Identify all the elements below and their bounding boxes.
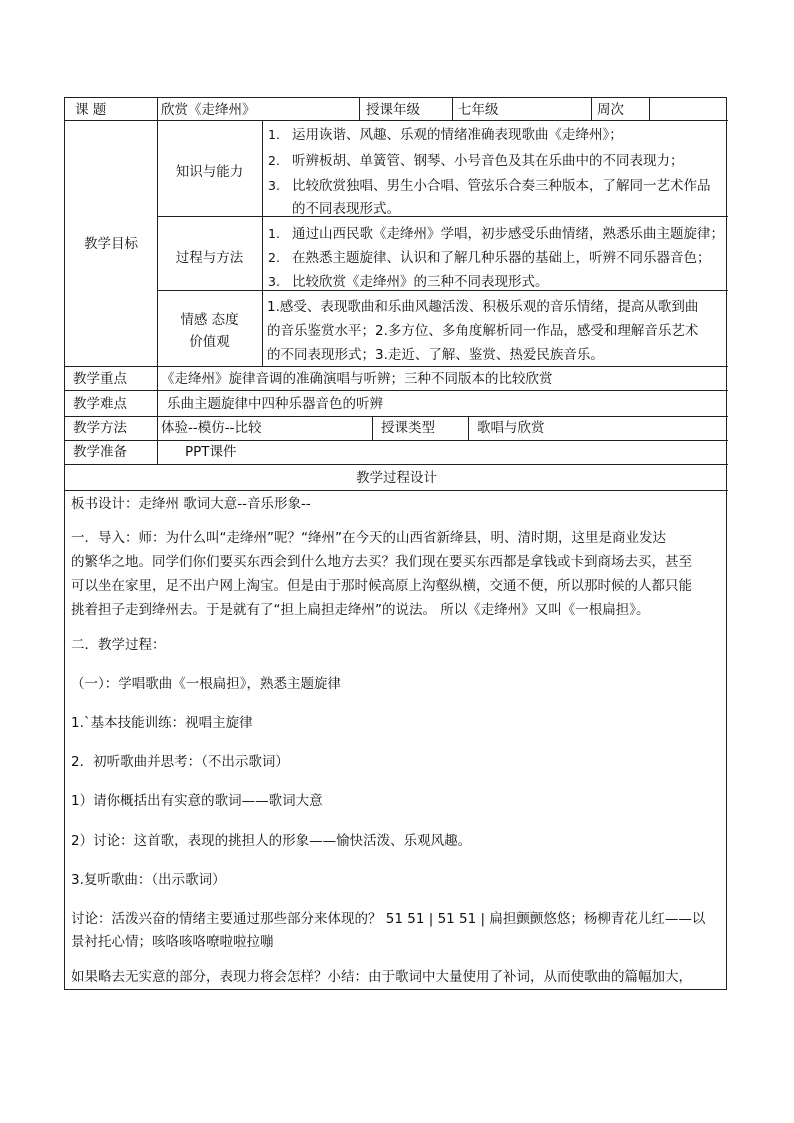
knowledge-item-1: 运用诙谐、风趣、乐观的情绪准确表现歌曲《走绛州》；: [292, 127, 623, 143]
process-label: 过程与方法: [175, 250, 244, 266]
difficulty-value: 乐曲主题旋律中四种乐器音色的听辨: [167, 396, 383, 412]
objectives-label: 教学目标: [84, 236, 138, 252]
step-2-q2: 2）讨论：这首歌，表现的挑担人的形象——愉快活泼、乐观风趣。: [71, 833, 472, 849]
knowledge-label: 知识与能力: [175, 164, 244, 180]
process-item-2: 在熟悉主题旋律、认识和了解几种乐器的基础上，听辨不同乐器音色；: [292, 250, 711, 266]
intro-line-2: 的繁华之地。同学们你们要买东西会到什么地方去买？我们现在要买东西都是拿钱或卡到商场去买，甚至: [71, 554, 692, 570]
method-value: 体验--模仿--比较: [161, 420, 262, 436]
topic-label: 课 题: [75, 102, 107, 118]
emotion-label-2: 价值观: [189, 334, 230, 350]
intro-line-4: 挑着担子走到绛州去。于是就有了“担上扁担走绛州”的说法。 所以《走绛州》又叫《一根扁担》。: [71, 602, 650, 618]
lesson-plan-table: [64, 97, 727, 990]
summary-line: 如果略去无实意的部分，表现力将会怎样？小结：由于歌词中大量使用了补词，从而使歌曲的篇幅加大，: [71, 969, 692, 985]
type-value: 歌唱与欣赏: [477, 420, 545, 436]
knowledge-item-3-num: 3.: [268, 178, 280, 193]
process-item-2-num: 2.: [268, 250, 280, 265]
intro-line-1: 一．导入：师：为什么叫“走绛州”呢？“绛州”在今天的山西省新绛县，明、清时期，这里是商业发达: [71, 530, 666, 546]
step-1: 1.`基本技能训练：视唱主旋律: [71, 715, 253, 731]
difficulty-label: 教学难点: [73, 396, 127, 412]
knowledge-item-2: 听辨板胡、单簧管、钢琴、小号音色及其在乐曲中的不同表现力；: [292, 153, 684, 169]
process-item-3: 比较欣赏《走绛州》的三种不同表现形式。: [292, 274, 549, 290]
knowledge-item-2-num: 2.: [268, 153, 280, 168]
emotion-line-1: 1.感受、表现歌曲和乐曲风趣活泼、积极乐观的音乐情绪，提高从歌到曲: [267, 299, 699, 315]
key-point-label: 教学重点: [73, 371, 127, 387]
emotion-line-3: 的不同表现形式；3.走近、了解、鉴赏、热爱民族音乐。: [267, 347, 604, 363]
key-point-value: 《走绛州》旋律音调的准确演唱与听辨；三种不同版本的比较欣赏: [161, 371, 553, 387]
prep-label: 教学准备: [73, 444, 127, 460]
process-item-1-num: 1.: [268, 226, 280, 241]
knowledge-item-3-cont: 的不同表现形式。: [292, 201, 400, 217]
knowledge-item-3: 比较欣赏独唱、男生小合唱、管弦乐合奏三种版本，了解同一艺术作品: [292, 178, 711, 194]
emotion-line-2: 的音乐鉴赏水平；2.多方位、多角度解析同一作品，感受和理解音乐艺术: [267, 323, 699, 339]
process-item-3-num: 3.: [268, 274, 280, 289]
type-label: 授课类型: [381, 420, 435, 436]
emotion-label: 情感 态度: [180, 312, 239, 328]
topic-value: 欣赏《走绛州》: [161, 102, 256, 118]
knowledge-item-1-num: 1.: [268, 127, 280, 142]
week-label: 周次: [597, 102, 624, 118]
part-one-heading: （一）：学唱歌曲《一根扁担》，熟悉主题旋律: [71, 676, 341, 692]
process-design-title: 教学过程设计: [356, 470, 437, 486]
prep-value: PPT课件: [185, 444, 237, 460]
process-item-1: 通过山西民歌《走绛州》学唱，初步感受乐曲情绪，熟悉乐曲主题旋律；: [292, 226, 724, 242]
intro-line-3: 可以坐在家里，足不出户网上淘宝。但是由于那时候高原上沟壑纵横，交通不便，所以那时候的人都只能: [71, 578, 692, 594]
grade-value: 七年级: [458, 102, 499, 118]
discussion-line-2: 景衬托心情；咳咯咳咯嘹啦啦拉嘣: [71, 934, 274, 950]
section-two-heading: 二．教学过程：: [71, 637, 166, 653]
method-label: 教学方法: [73, 420, 127, 436]
step-2-q1: 1）请你概括出有实意的歌词——歌词大意: [71, 793, 323, 809]
grade-label: 授课年级: [366, 102, 420, 118]
board-design: 板书设计：走绛州 歌词大意--音乐形象--: [71, 496, 311, 512]
step-3: 3.复听歌曲：（出示歌词）: [71, 872, 226, 888]
step-2: 2．初听歌曲并思考：（不出示歌词）: [71, 754, 289, 770]
discussion-line-1: 讨论：活泼兴奋的情绪主要通过那些部分来体现的？ 51 51 | 51 51 | 扁担颤颤悠悠；杨柳青花儿红——以: [71, 911, 706, 927]
